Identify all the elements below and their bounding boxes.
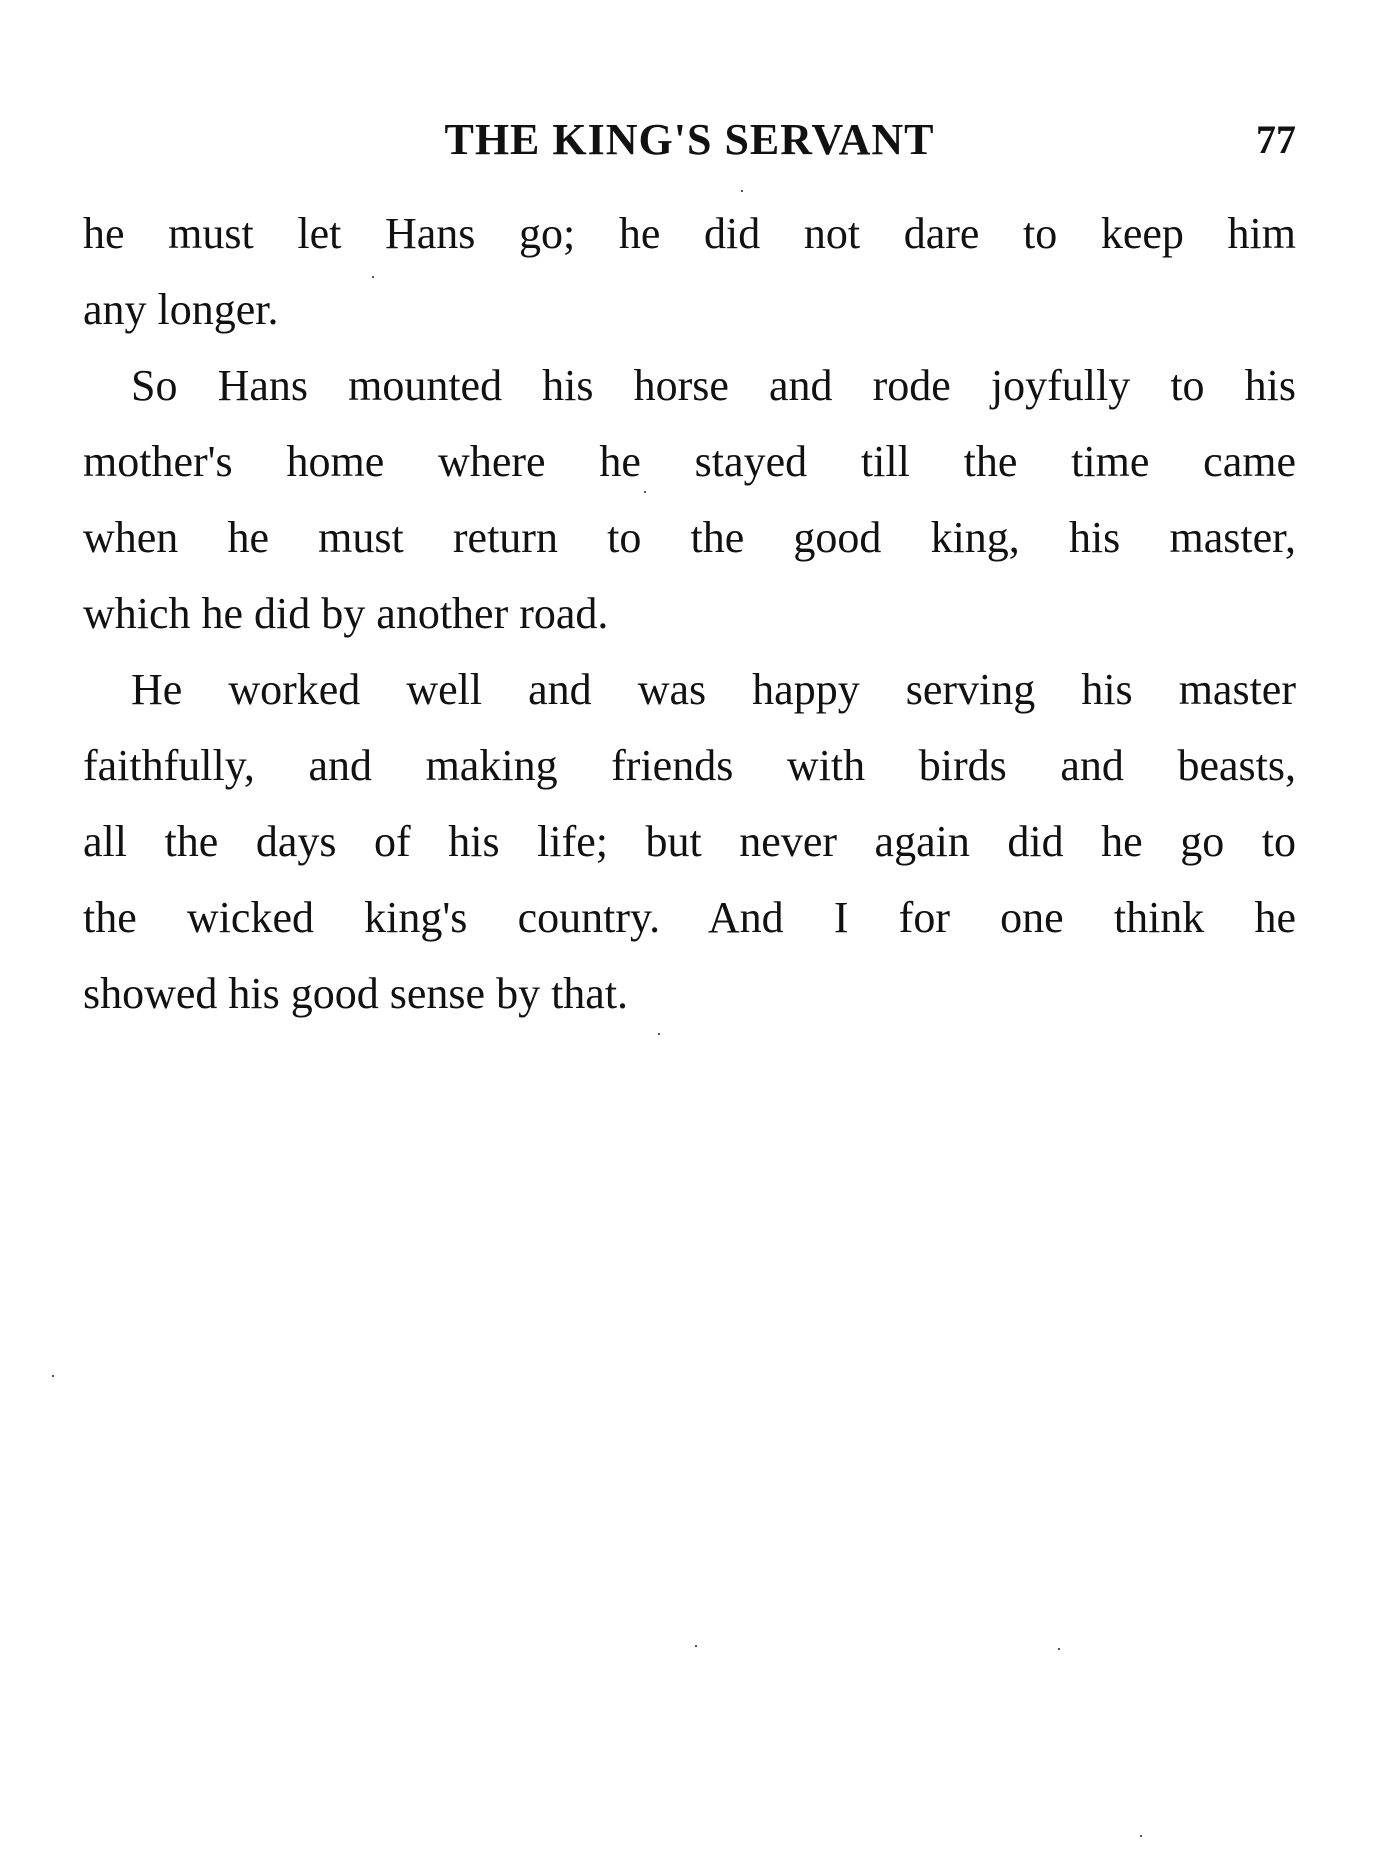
- print-speck: [52, 1375, 54, 1377]
- running-title: THE KING'S SERVANT: [444, 115, 935, 164]
- text-line: showed his good sense by that.: [83, 969, 629, 1018]
- print-speck: [1058, 1648, 1060, 1650]
- paragraph-3: [83, 652, 1296, 1032]
- body-text: [83, 196, 1296, 1032]
- print-speck: [372, 276, 374, 278]
- text-line: faithfully, and making friends with birds and beasts,: [83, 741, 1296, 790]
- text-line: any longer.: [83, 285, 279, 334]
- paragraph-1: [83, 196, 1296, 348]
- text-line: which he did by another road.: [83, 589, 609, 638]
- text-line: he must let Hans go; he did not dare to keep him: [83, 209, 1296, 258]
- running-head: [83, 112, 1296, 168]
- page-number: 77: [1256, 117, 1296, 162]
- print-speck: [658, 1033, 660, 1035]
- text-line: all the days of his life; but never again did he go to: [83, 817, 1296, 866]
- text-line: He worked well and was happy serving his master: [131, 665, 1296, 714]
- text-line: the wicked king's country. And I for one think he: [83, 893, 1296, 942]
- text-line: mother's home where he stayed till the time came: [83, 437, 1296, 486]
- paragraph-2: [83, 348, 1296, 652]
- print-speck: [741, 190, 743, 192]
- print-speck: [695, 1645, 697, 1647]
- text-line: So Hans mounted his horse and rode joyfully to his: [131, 361, 1296, 410]
- print-speck: [644, 491, 646, 493]
- print-speck: [1140, 1835, 1142, 1837]
- text-line: when he must return to the good king, his master,: [83, 513, 1296, 562]
